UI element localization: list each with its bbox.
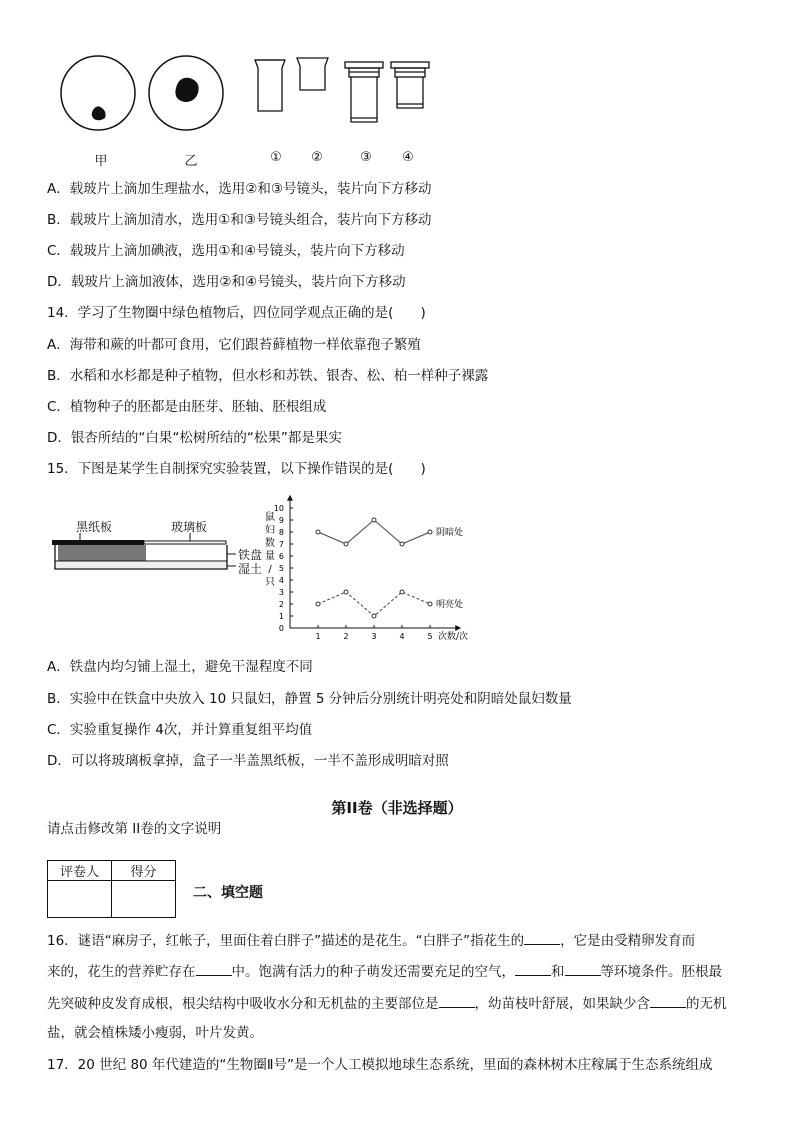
- q14-option-c: C．植物种子的胚都是由胚芽、胚轴、胚根组成: [47, 399, 327, 415]
- y-tick-label: 6: [278, 552, 284, 561]
- blank-1[interactable]: [524, 930, 560, 945]
- data-point: [428, 530, 432, 534]
- lens-2: [297, 58, 328, 90]
- x-axis-arrow: [455, 625, 461, 631]
- y-tick-label: 8: [278, 528, 284, 537]
- q13-option-c: C．载玻片上滴加碘液，选用①和④号镜头，装片向下方移动: [47, 243, 405, 259]
- q16-text: 中。饱满有活力的种子萌发还需要充足的空气，: [231, 964, 515, 980]
- score-cell-grader[interactable]: [48, 881, 112, 918]
- y-axis-label-char: 数: [265, 538, 275, 549]
- y-tick-label: 3: [278, 588, 284, 597]
- section-note[interactable]: 请点击修改第 II卷的文字说明: [47, 821, 222, 837]
- label-yi: 乙: [184, 154, 198, 169]
- q16-text: ，幼苗枝叶舒展，如果缺少含: [474, 996, 650, 1012]
- q14-stem: 14．学习了生物圈中绿色植物后，四位同学观点正确的是( ): [47, 305, 426, 321]
- woodlouse-count-chart: [262, 490, 492, 645]
- microscope-figure: [55, 48, 445, 143]
- data-point: [372, 518, 376, 522]
- series-label: 阴暗处: [436, 528, 464, 538]
- label-lens-4: ④: [402, 150, 414, 165]
- wet-soil: [56, 562, 226, 568]
- q17-text: 17．20 世纪 80 年代建造的“生物圈Ⅱ号”是一个人工模拟地球生态系统，里面的森林树木庄稼属于生态系统组成: [47, 1057, 713, 1073]
- x-axis-label: 次数/次: [438, 632, 469, 642]
- y-tick-label: 1: [278, 612, 284, 621]
- y-axis-label-char: 只: [265, 577, 275, 588]
- label-lens-3: ③: [360, 150, 372, 165]
- q15-option-c: C．实验重复操作 4次，并计算重复组平均值: [47, 722, 313, 738]
- q16-line-4: 盐，就会植株矮小瘦弱，叶片发黄。: [47, 1025, 263, 1041]
- x-tick-label: 1: [315, 632, 321, 641]
- x-tick-label: 4: [399, 632, 405, 641]
- q15-option-d: D．可以将玻璃板拿掉，盒子一半盖黑纸板，一半不盖形成明暗对照: [47, 753, 449, 769]
- series-line-dark: [318, 520, 430, 544]
- y-axis-arrow: [287, 495, 293, 501]
- q16-text: ，它是由受精卵发育而: [560, 933, 696, 949]
- x-tick-label: 3: [371, 632, 377, 641]
- y-axis-label-char: 量: [265, 551, 275, 562]
- data-point: [316, 530, 320, 534]
- score-table: [47, 860, 176, 918]
- q16-line-3: [47, 993, 727, 1013]
- series-label: 明亮处: [436, 600, 464, 610]
- dark-area: [58, 545, 146, 561]
- q16-text: 的无机: [686, 996, 727, 1012]
- data-point: [372, 614, 376, 618]
- q16-line-2: [47, 961, 722, 981]
- q14-option-a: A．海带和蕨的叶都可食用，它们跟苔藓植物一样依靠孢子繁殖: [47, 337, 421, 353]
- data-point: [316, 602, 320, 606]
- view-yi: [149, 56, 223, 130]
- q14-option-d: D．银杏所结的“白果“松树所结的“松果”都是果实: [47, 430, 342, 446]
- y-axis-label-char: /: [268, 564, 272, 575]
- data-point: [400, 542, 404, 546]
- q16-text: 等环境条件。胚根最: [600, 964, 722, 980]
- label-lens-1: ①: [270, 150, 282, 165]
- y-tick-label: 10: [273, 504, 284, 513]
- label-lens-2: ②: [311, 150, 323, 165]
- blank-4[interactable]: [565, 961, 601, 976]
- label-iron-tray: 铁盘: [238, 548, 263, 562]
- y-tick-label: 4: [278, 576, 284, 585]
- y-tick-label: 0: [278, 624, 284, 633]
- glass-board: [144, 541, 226, 544]
- data-point: [344, 590, 348, 594]
- blank-3[interactable]: [515, 961, 551, 976]
- q13-option-b: B．载玻片上滴加清水，选用①和③号镜头组合，装片向下方移动: [47, 212, 432, 228]
- y-tick-label: 7: [278, 540, 284, 549]
- part-title: 二、填空题: [193, 885, 263, 901]
- label-jia: 甲: [94, 154, 108, 169]
- y-tick-label: 9: [278, 516, 284, 525]
- data-point: [428, 602, 432, 606]
- q15-stem: 15．下图是某学生自制探究实验装置，以下操作错误的是( ): [47, 461, 426, 477]
- y-tick-label: 5: [278, 564, 284, 573]
- q16-text: 16．谜语“麻房子，红帐子，里面住着白胖子”描述的是花生。“白胖子”指花生的: [47, 933, 525, 949]
- label-glass-board: 玻璃板: [171, 520, 208, 534]
- q14-option-b: B．水稻和水杉都是种子植物，但水杉和苏铁、银杏、松、柏一样种子裸露: [47, 368, 489, 384]
- black-board: [52, 540, 144, 545]
- series-line-bright: [318, 592, 430, 616]
- blank-5[interactable]: [439, 993, 475, 1008]
- view-jia: [61, 56, 135, 130]
- blank-6[interactable]: [650, 993, 686, 1008]
- x-tick-label: 2: [343, 632, 349, 641]
- x-tick-label: 5: [427, 632, 433, 641]
- q13-option-d: D．载玻片上滴加液体，选用②和④号镜头，装片向下方移动: [47, 274, 406, 290]
- blank-2[interactable]: [196, 961, 232, 976]
- label-wet-soil: 湿土: [238, 562, 263, 576]
- q15-option-b: B．实验中在铁盒中央放入 10 只鼠妇，静置 5 分钟后分别统计明亮处和阴暗处鼠妇数量: [47, 691, 572, 707]
- q16-text: 和: [551, 964, 565, 980]
- section-title: 第II卷（非选择题）: [331, 799, 463, 817]
- score-cell-score[interactable]: [112, 881, 176, 918]
- label-black-board: 黑纸板: [76, 520, 113, 534]
- lens-4: [391, 62, 429, 108]
- q15-option-a: A．铁盘内均匀铺上湿土，避免干湿程度不同: [47, 659, 313, 675]
- q13-option-a: A．载玻片上滴加生理盐水，选用②和③号镜头，装片向下方移动: [47, 181, 432, 197]
- q16-line-1: [47, 930, 695, 950]
- lens-3: [345, 62, 383, 122]
- y-axis-label-char: 妇: [265, 525, 275, 536]
- q16-text: 先突破种皮发育成根，根尖结构中吸收水分和无机盐的主要部位是: [47, 996, 439, 1012]
- data-point: [344, 542, 348, 546]
- score-header-score: 得分: [112, 861, 176, 881]
- y-tick-label: 2: [278, 600, 284, 609]
- score-header-grader: 评卷人: [48, 861, 112, 881]
- data-point: [400, 590, 404, 594]
- y-axis-label-char: 鼠: [265, 512, 275, 523]
- q16-text: 来的，花生的营养贮存在: [47, 964, 196, 980]
- lens-1: [255, 60, 285, 111]
